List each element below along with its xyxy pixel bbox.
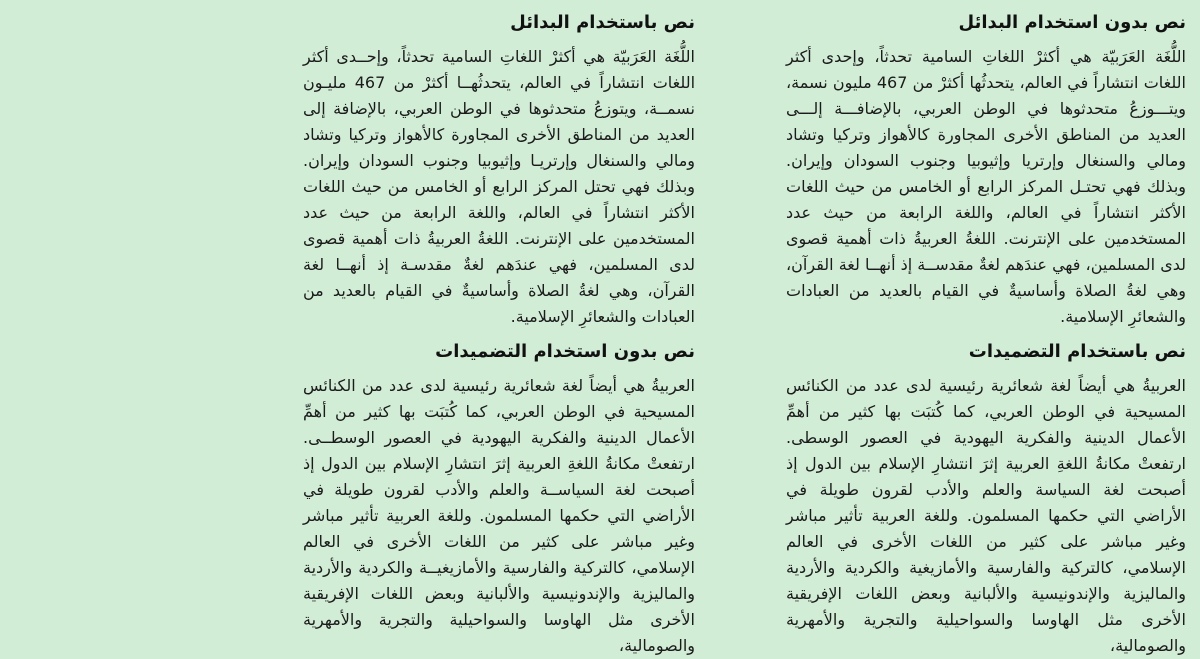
section-without-alternates xyxy=(786,11,1186,330)
heading-without-alternates: نص بدون استخدام البدائل xyxy=(958,12,1186,33)
paragraph-with-alternates: اللُّغَة العَرَبيّة هي أكثرْ اللغاتِ السامية تحدثاً، وإحــدى أكثر اللغات انتشاراً في العالم، يتحدثُهــا أكثرْ من 467 مليـون نسمــة، ويتوزعُ متحدثوها في الوطن العربي، بالإضافة إلى العديد من المناطق الأخرى المجاورة كالأهواز وتركيا وتشاد ومالي والسنغال وإرتريـا وإثيوبيا وجنوب السودان وإيران. وبذلك فهي تحتل المركز الرابع أو الخامس من حيث اللغات الأكثر انتشاراً في العالم، واللغة الرابعة من حيث عدد المستخدمين على الإنترنت. اللغةُ العربيةُ ذات أهمية قصوى لدى المسلمين، فهي عندَهم لغةٌ مقدسـة إذ أنهــا لغة القرآن، وهي لغةُ الصلاة وأساسيةٌ في القيام بالعديد من العبادات والشعائرِ الإسلامية. xyxy=(303,47,696,326)
paragraph-without-alternates: اللُّغَة العَرَبيّة هي أكثرْ اللغاتِ السامية تحدثاً، وإحدى أكثر اللغات انتشاراً في العالم، يتحدثُها أكثرْ من 467 مليون نسمة، ويتـــوزعُ متحدثوها في الوطن العربي، بالإضافـــة إلـــى العديد من المناطق الأخرى المجاورة كالأهواز وتركيا وتشاد ومالي والسنغال وإرتريا وإثيوبيا وجنوب السودان وإيران. وبذلك فهي تحتـل المركز الرابع أو الخامس من حيث اللغات الأكثر انتشاراً في العالم، واللغة الرابعة من حيث عدد المستخدمين على الإنترنت. اللغةُ العربيةُ ذات أهمية قصوى لدى المسلمين، فهي عندَهم لغةٌ مقدســة إذ أنهــا لغة القرآن، وهي لغةُ الصلاة وأساسيةٌ في القيام بالعديد من العبادات والشعائرِ الإسلامية. xyxy=(786,47,1186,326)
heading-with-alternates: نص باستخدام البدائل xyxy=(510,12,695,33)
section-without-tadmidat xyxy=(303,340,695,659)
heading-without-tadmidat: نص بدون استخدام التضميدات xyxy=(435,341,695,362)
section-with-alternates xyxy=(303,11,695,330)
paragraph-without-tadmidat: العربيةُ هي أيضاً لغة شعائرية رئيسية لدى عدد من الكنائس المسيحية في الوطن العربي، كما كُتبَت بها كثير من أهمِّ الأعمال الدينية والفكرية اليهودية في العصور الوسطــى. ارتفعتْ مكانةُ اللغةِ العربية إثرَ انتشارِ الإسلام بين الدول إذ أصبحت لغة السياســة والعلم والأدب لقرون طويلة في الأراضي التي حكمها المسلمون. وللغة العربية تأثير مباشر وغير مباشر على كثير من اللغات الأخرى في العالم الإسلامي، كالتركية والفارسية والأمازيغيــة والكردية والأردية والماليزية والإندونيسية والألبانية وبعض اللغات الإفريقية الأخرى مثل الهاوسا والسواحيلية والتجرية والأمهرية والصومالية، xyxy=(303,376,695,655)
section-with-tadmidat xyxy=(786,340,1186,659)
heading-with-tadmidat: نص باستخدام التضميدات xyxy=(968,341,1186,362)
paragraph-with-tadmidat: العربيةُ هي أيضاً لغة شعائرية رئيسية لدى عدد من الكنائس المسيحية في الوطن العربي، كما كُتبَت بها كثير من أهمِّ الأعمال الدينية والفكرية اليهودية في العصور الوسطى. ارتفعتْ مكانةُ اللغةِ العربية إثرَ انتشارِ الإسلام بين الدول إذ أصبحت لغة السياسة والعلم والأدب لقرون طويلة في الأراضي التي حكمها المسلمون. وللغة العربية تأثير مباشر وغير مباشر على كثير من اللغات الأخرى في العالم الإسلامي، كالتركية والفارسية والأمازيغية والكردية والأردية والماليزية والإندونيسية والألبانية وبعض اللغات الإفريقية الأخرى مثل الهاوسا والسواحيلية والتجرية والأمهرية والصومالية، xyxy=(786,376,1186,655)
